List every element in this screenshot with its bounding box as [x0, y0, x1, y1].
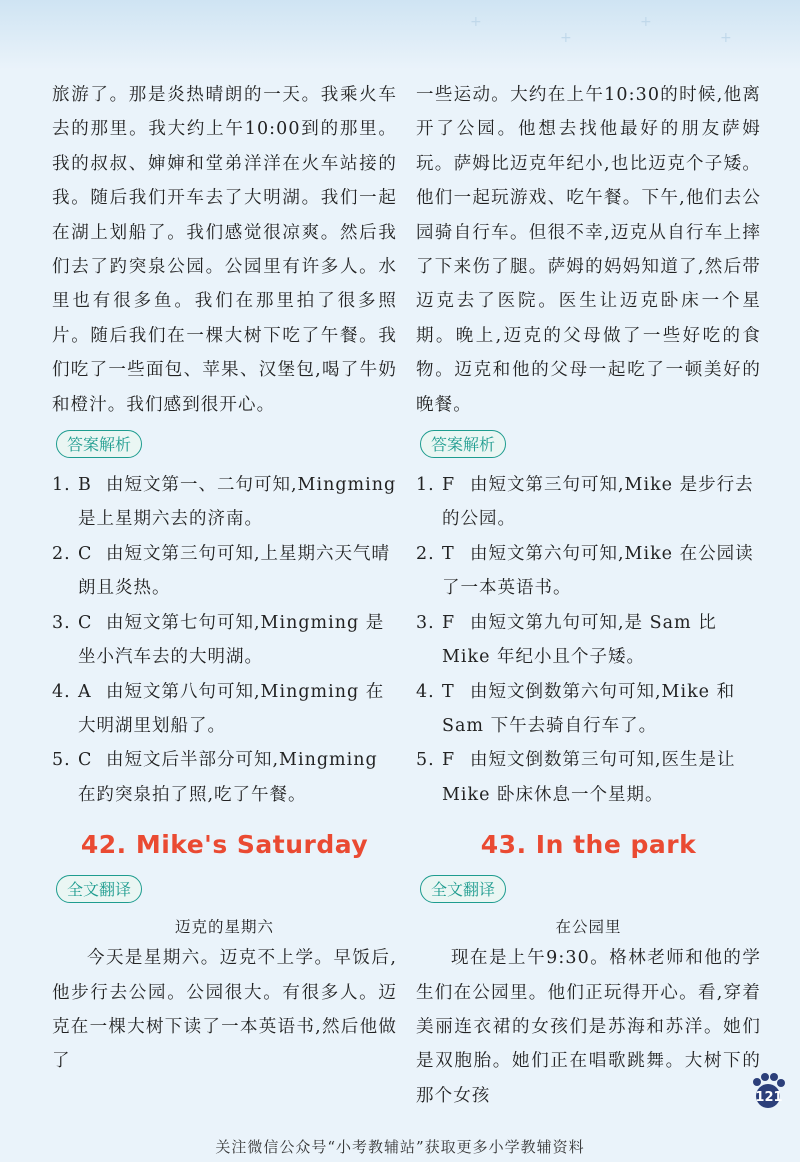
- passage-41-tail: 旅游了。那是炎热晴朗的一天。我乘火车去的那里。我大约上午10:00到的那里。我的叔叔、婶婶和堂弟洋洋在火车站接的我。随后我们开车去了大明湖。我们一起在湖上划船了。我们感觉很凉爽。然后我们去了趵突泉公园。公园里有许多人。水里也有很多鱼。我们在那里拍了很多照片。随后我们在一棵大树下吃了午餐。我们吃了一些面包、苹果、汉堡包,喝了牛奶和橙汁。我们感到很开心。: [52, 85, 397, 415]
- answer-item: [52, 743, 397, 812]
- left-column: [52, 78, 397, 1079]
- answer-number: 5.: [416, 750, 435, 771]
- translation-title-42: 迈克的星期六: [174, 918, 274, 937]
- answer-key: A: [78, 681, 92, 702]
- translation-42-tail: 一些运动。大约在上午10:30的时候,他离开了公园。他想去找他最好的朋友萨姆玩。萨姆比迈克年纪小,也比迈克个子矮。他们一起玩游戏、吃午餐。下午,他们去公园骑自行车。但很不幸,迈克从自行车上摔了下来伤了腿。萨姆的妈妈知道了,然后带迈克去了医院。医生让迈克卧床一个星期。晚上,迈克的父母做了一些好吃的食物。迈克和他的父母一起吃了一顿美好的晚餐。: [416, 85, 761, 415]
- answer-key: C: [78, 543, 93, 564]
- answer-number: 3.: [52, 612, 71, 633]
- full-translation-tag: 全文翻译: [56, 875, 142, 903]
- answer-item: [52, 537, 397, 606]
- answer-text: 由短文倒数第三句可知,医生是让 Mike 卧床休息一个星期。: [442, 750, 736, 805]
- answer-analysis-tag: 答案解析: [420, 430, 506, 458]
- answer-text: 由短文第六句可知,Mike 在公园读了一本英语书。: [442, 543, 754, 599]
- answer-number: 2.: [52, 543, 71, 564]
- answer-text: 由短文第一、二句可知,Mingming 是上星期六去的济南。: [78, 475, 397, 530]
- plus-decoration-icon: +: [470, 14, 482, 30]
- answer-number: 1.: [52, 475, 71, 496]
- translation-43-head: 现在是上午9:30。格林老师和他的学生们在公园里。他们正玩得开心。看,穿着美丽连衣裙的女孩们是苏海和苏洋。她们是双胞胎。她们正在唱歌跳舞。大树下的那个女孩: [416, 948, 761, 1106]
- answer-item: [416, 468, 761, 537]
- answer-text: 由短文后半部分可知,Mingming 在趵突泉拍了照,吃了午餐。: [78, 750, 378, 805]
- section-title-42: 42. Mike's Saturday: [80, 830, 369, 860]
- answer-analysis-tag: 答案解析: [56, 430, 142, 458]
- answer-item: [52, 675, 397, 744]
- answer-item: [52, 468, 397, 537]
- answer-item: [416, 537, 761, 606]
- answer-text: 由短文第三句可知,Mike 是步行去的公园。: [442, 475, 754, 530]
- answer-key: F: [442, 750, 456, 771]
- answer-list-42: [416, 468, 761, 812]
- answer-text: 由短文第三句可知,上星期六天气晴朗且炎热。: [78, 543, 391, 599]
- plus-decoration-icon: +: [640, 14, 652, 30]
- answer-number: 2.: [416, 543, 435, 564]
- answer-number: 1.: [416, 475, 435, 496]
- right-column: [416, 78, 761, 1113]
- translation-42-head: 今天是星期六。迈克不上学。早饭后,他步行去公园。公园很大。有很多人。迈克在一棵大树下读了一本英语书,然后他做了: [52, 948, 397, 1072]
- answer-item: [416, 606, 761, 675]
- page-number: 121: [755, 1090, 783, 1105]
- answer-number: 4.: [52, 681, 71, 702]
- plus-decoration-icon: +: [720, 30, 732, 46]
- answer-text: 由短文第七句可知,Mingming 是坐小汽车去的大明湖。: [78, 612, 385, 668]
- footer-note: 关注微信公众号“小考教辅站”获取更多小学教辅资料: [215, 1138, 585, 1156]
- answer-key: C: [78, 750, 93, 771]
- plus-decoration-icon: +: [560, 30, 572, 46]
- answer-item: [416, 743, 761, 812]
- answer-key: C: [78, 612, 93, 633]
- answer-number: 5.: [52, 750, 71, 771]
- answer-item: [416, 675, 761, 744]
- answer-key: T: [442, 681, 455, 702]
- answer-list-41: [52, 468, 397, 812]
- answer-text: 由短文第九句可知,是 Sam 比 Mike 年纪小且个子矮。: [442, 612, 717, 668]
- top-decorative-band: [0, 0, 800, 70]
- answer-text: 由短文第八句可知,Mingming 在大明湖里划船了。: [78, 681, 385, 736]
- answer-key: F: [442, 612, 456, 633]
- answer-key: T: [442, 543, 455, 564]
- answer-key: B: [78, 475, 92, 496]
- answer-item: [52, 606, 397, 675]
- answer-number: 4.: [416, 681, 435, 702]
- full-translation-tag: 全文翻译: [420, 875, 506, 903]
- answer-text: 由短文倒数第六句可知,Mike 和 Sam 下午去骑自行车了。: [442, 681, 736, 736]
- translation-title-43: 在公园里: [555, 918, 622, 937]
- answer-key: F: [442, 475, 456, 496]
- answer-number: 3.: [416, 612, 435, 633]
- section-title-43: 43. In the park: [480, 830, 697, 860]
